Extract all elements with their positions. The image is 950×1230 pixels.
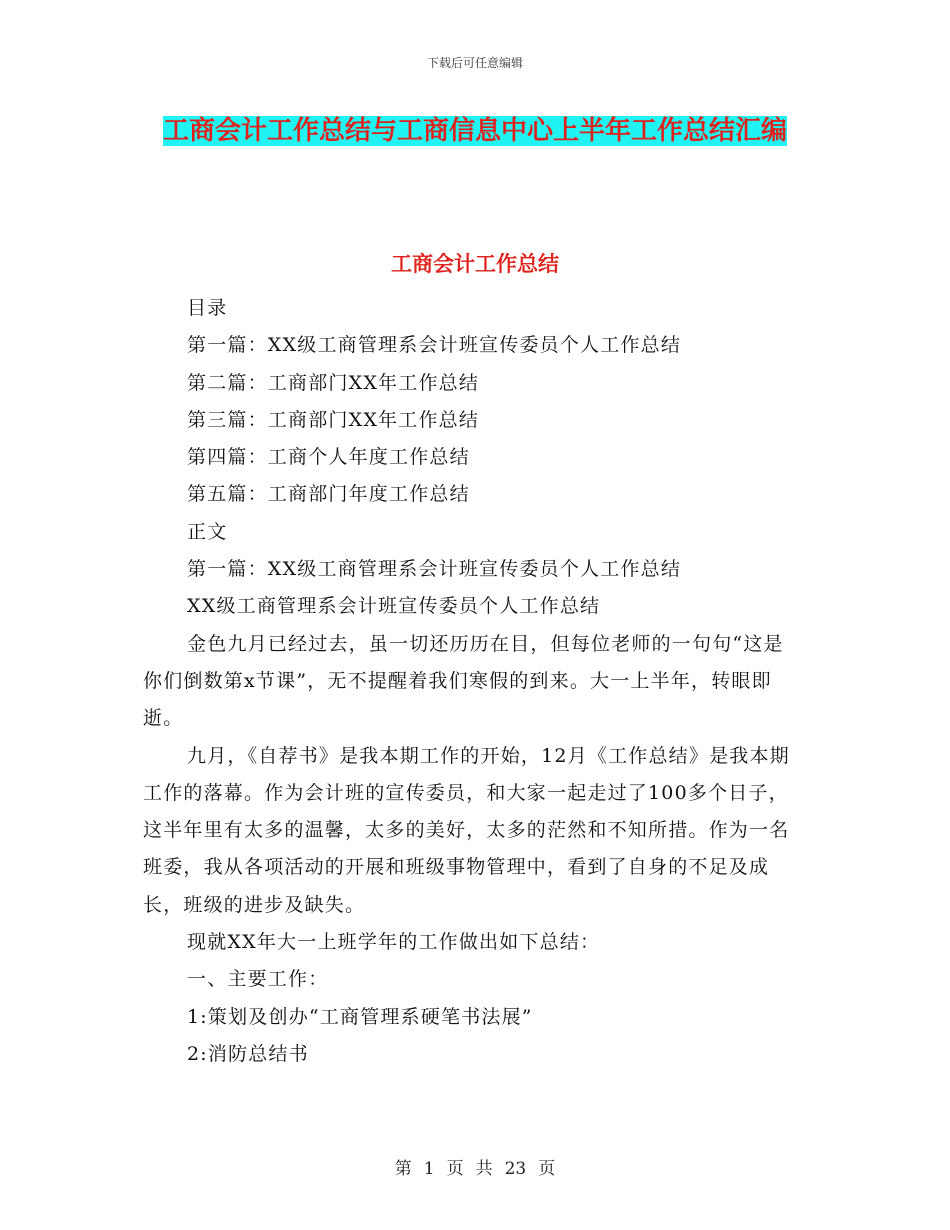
- toc-item: 第一篇：XX级工商管理系会计班宣传委员个人工作总结: [187, 334, 682, 357]
- list-item: 2:消防总结书: [187, 1042, 309, 1065]
- section-title: 工商会计工作总结: [391, 252, 559, 276]
- toc-item: 第四篇：工商个人年度工作总结: [187, 446, 470, 469]
- paragraph: 现就XX年大一上班学年的工作做出如下总结：: [187, 931, 601, 954]
- header-note: 下载后可任意编辑: [426, 56, 523, 70]
- document-title: [140, 108, 810, 154]
- paragraph: 金色九月已经过去，虽一切还历历在目，但每位老师的一句句“这是你们倒数第x节课”，无不提醒着我们寒假的到来。大一上半年，转眼即逝。: [143, 632, 784, 730]
- list-item: 1:策划及创办“工商管理系硬笔书法展”: [187, 1005, 533, 1028]
- footer-total-pages: 23: [504, 1159, 527, 1179]
- footer-page-mid: 页: [446, 1159, 464, 1179]
- main-heading: 正文: [187, 520, 228, 543]
- toc-item: 第二篇：工商部门XX年工作总结: [187, 371, 480, 394]
- list-heading: 一、主要工作：: [187, 968, 329, 991]
- paragraph: 九月，《自荐书》是我本期工作的开始，12月《工作总结》是我本期工作的落幕。作为会计班的宣传委员，和大家一起走过了100多个日子，这半年里有太多的温馨，太多的美好，太多的茫然和不知所措。作为一名班委，我从各项活动的开展和班级事物管理中，看到了自身的不足及成长，班级的进步及缺失。: [143, 744, 790, 916]
- document-body: [143, 290, 803, 1073]
- chapter-title: XX级工商管理系会计班宣传委员个人工作总结: [187, 595, 601, 618]
- toc-heading: 目录: [187, 297, 228, 319]
- footer-total-label: 共: [475, 1159, 493, 1179]
- footer-page-prefix: 第: [394, 1159, 412, 1179]
- page-footer: [0, 1154, 950, 1179]
- document-title-text: 工商会计工作总结与工商信息中心上半年工作总结汇编: [162, 116, 787, 146]
- toc-item: 第三篇：工商部门XX年工作总结: [187, 408, 480, 431]
- footer-total-suffix: 页: [538, 1159, 556, 1179]
- toc-item: 第五篇：工商部门年度工作总结: [187, 483, 470, 506]
- chapter-heading: 第一篇：XX级工商管理系会计班宣传委员个人工作总结: [187, 558, 682, 581]
- footer-page-number: 1: [423, 1159, 435, 1179]
